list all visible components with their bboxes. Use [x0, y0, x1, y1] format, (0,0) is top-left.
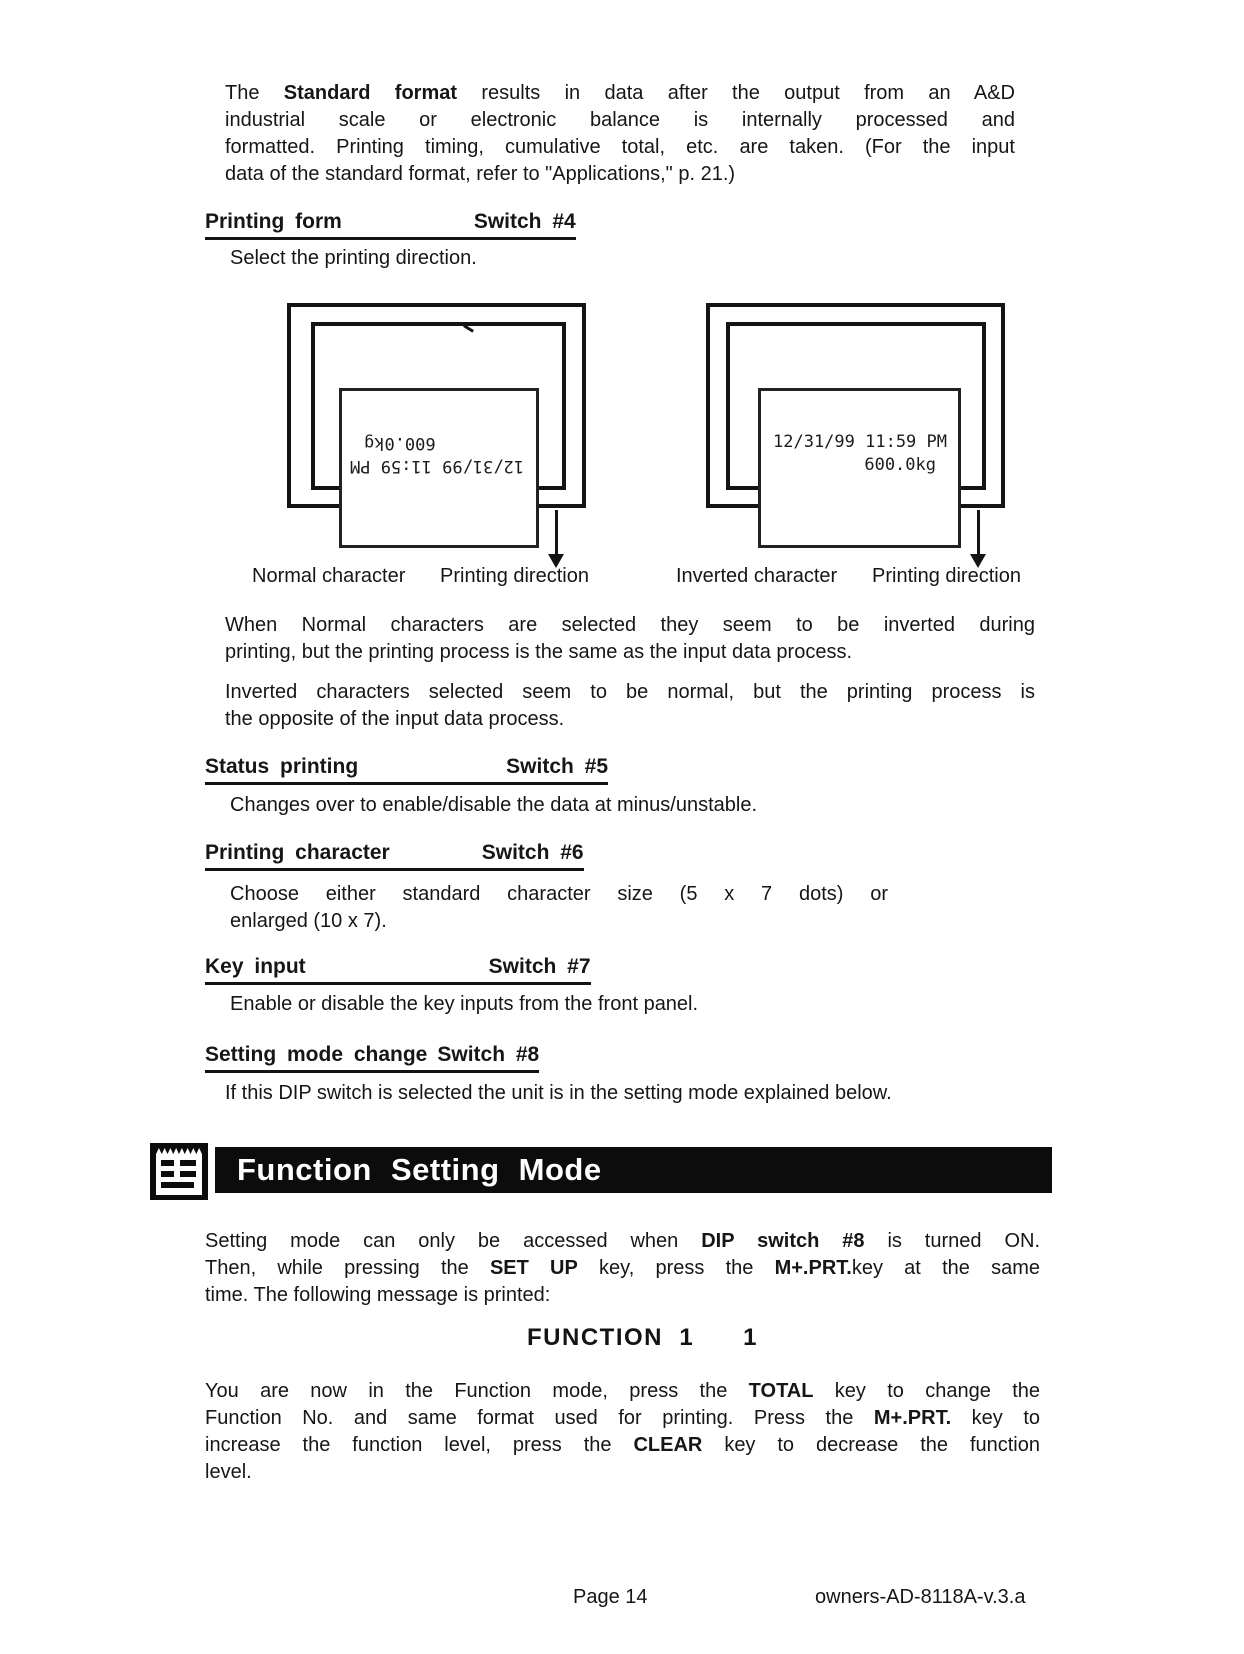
section-label: Status printing [205, 755, 359, 778]
status-printing-description: Changes over to enable/disable the data at minus/unstable. [230, 794, 758, 816]
caption-printing-direction-right: Printing direction [872, 565, 1021, 587]
receipt-line-weight: 600.0kg [364, 433, 436, 453]
figure-normal-character [287, 303, 587, 603]
key-input-description: Enable or disable the key inputs from the front panel. [230, 993, 699, 1015]
setting-mode-change-description: If this DIP switch is selected the unit is in the setting mode explained below. [225, 1082, 892, 1104]
printed-function-message: FUNCTION 1 1 [527, 1324, 759, 1351]
section-switch-number: Switch #8 [437, 1043, 540, 1066]
caption-printing-direction-left: Printing direction [440, 565, 589, 587]
note-inverted-characters: Inverted characters selected seem to be normal, but the printing process is the opposite of the input data process. [225, 681, 1035, 730]
banner-title: Function Setting Mode [237, 1152, 602, 1187]
figure-inverted-character [706, 303, 1006, 603]
intro-paragraph: The Standard format results in data after the output from an A&D industrial scale or electronic balance is internally processed and formatted. Printing timing, cumulative total, etc. are taken. (For the input data of the standard format, refer to "Applications," p. 21.) [225, 82, 1015, 185]
section-heading-printing-character [205, 841, 584, 871]
section-heading-key-input [205, 955, 591, 985]
section-label: Key input [205, 955, 306, 978]
section-heading-status-printing [205, 755, 608, 785]
section-label: Printing character [205, 841, 390, 864]
paper-sheet [339, 388, 539, 548]
page-number: Page 14 [573, 1586, 648, 1608]
caption-normal-character: Normal character [252, 565, 406, 587]
function-setting-body: You are now in the Function mode, press the TOTAL key to change the Function No. and same format used for printing. Press the M+.PRT. key to increase the function level, press the CLEAR key to decrease the function level. [205, 1380, 1041, 1483]
section-label: Setting mode change [205, 1043, 428, 1066]
caption-inverted-character: Inverted character [676, 565, 838, 587]
section-banner [215, 1147, 1052, 1193]
receipt-text-rotated [350, 431, 528, 477]
section-label: Printing form [205, 210, 342, 233]
down-arrow-icon [548, 510, 565, 570]
receipt-line-weight: 600.0kg [864, 455, 936, 475]
down-arrow-icon [970, 510, 987, 570]
section-heading-printing-form [205, 210, 576, 240]
printing-character-description: Choose either standard character size (5 x 7 dots) or enlarged (10 x 7). [230, 883, 888, 932]
receipt-line-datetime: 12/31/99 11:59 PM [350, 456, 524, 476]
section-switch-number: Switch #6 [481, 841, 584, 864]
document-reference: owners-AD-8118A-v.3.a [815, 1586, 1026, 1608]
section-switch-number: Switch #5 [506, 755, 609, 778]
section-switch-number: Switch #4 [473, 210, 576, 233]
note-normal-characters: When Normal characters are selected they seem to be inverted during printing, but the printing process is the same as the input data process. [225, 614, 1035, 663]
section-heading-setting-mode-change [205, 1043, 539, 1073]
function-setting-intro: Setting mode can only be accessed when DIP switch #8 is turned ON. Then, while pressing the SET UP key, press the M+.PRT.key at the same time. The following message is printed: [205, 1230, 1040, 1306]
receipt-icon [150, 1143, 208, 1200]
section-switch-number: Switch #7 [488, 955, 591, 978]
receipt-line-datetime: 12/31/99 11:59 PM [773, 432, 947, 452]
paper-sheet [758, 388, 961, 548]
receipt-icon-paper [156, 1148, 202, 1195]
printing-form-description: Select the printing direction. [230, 247, 477, 269]
receipt-text-upright [769, 431, 950, 477]
